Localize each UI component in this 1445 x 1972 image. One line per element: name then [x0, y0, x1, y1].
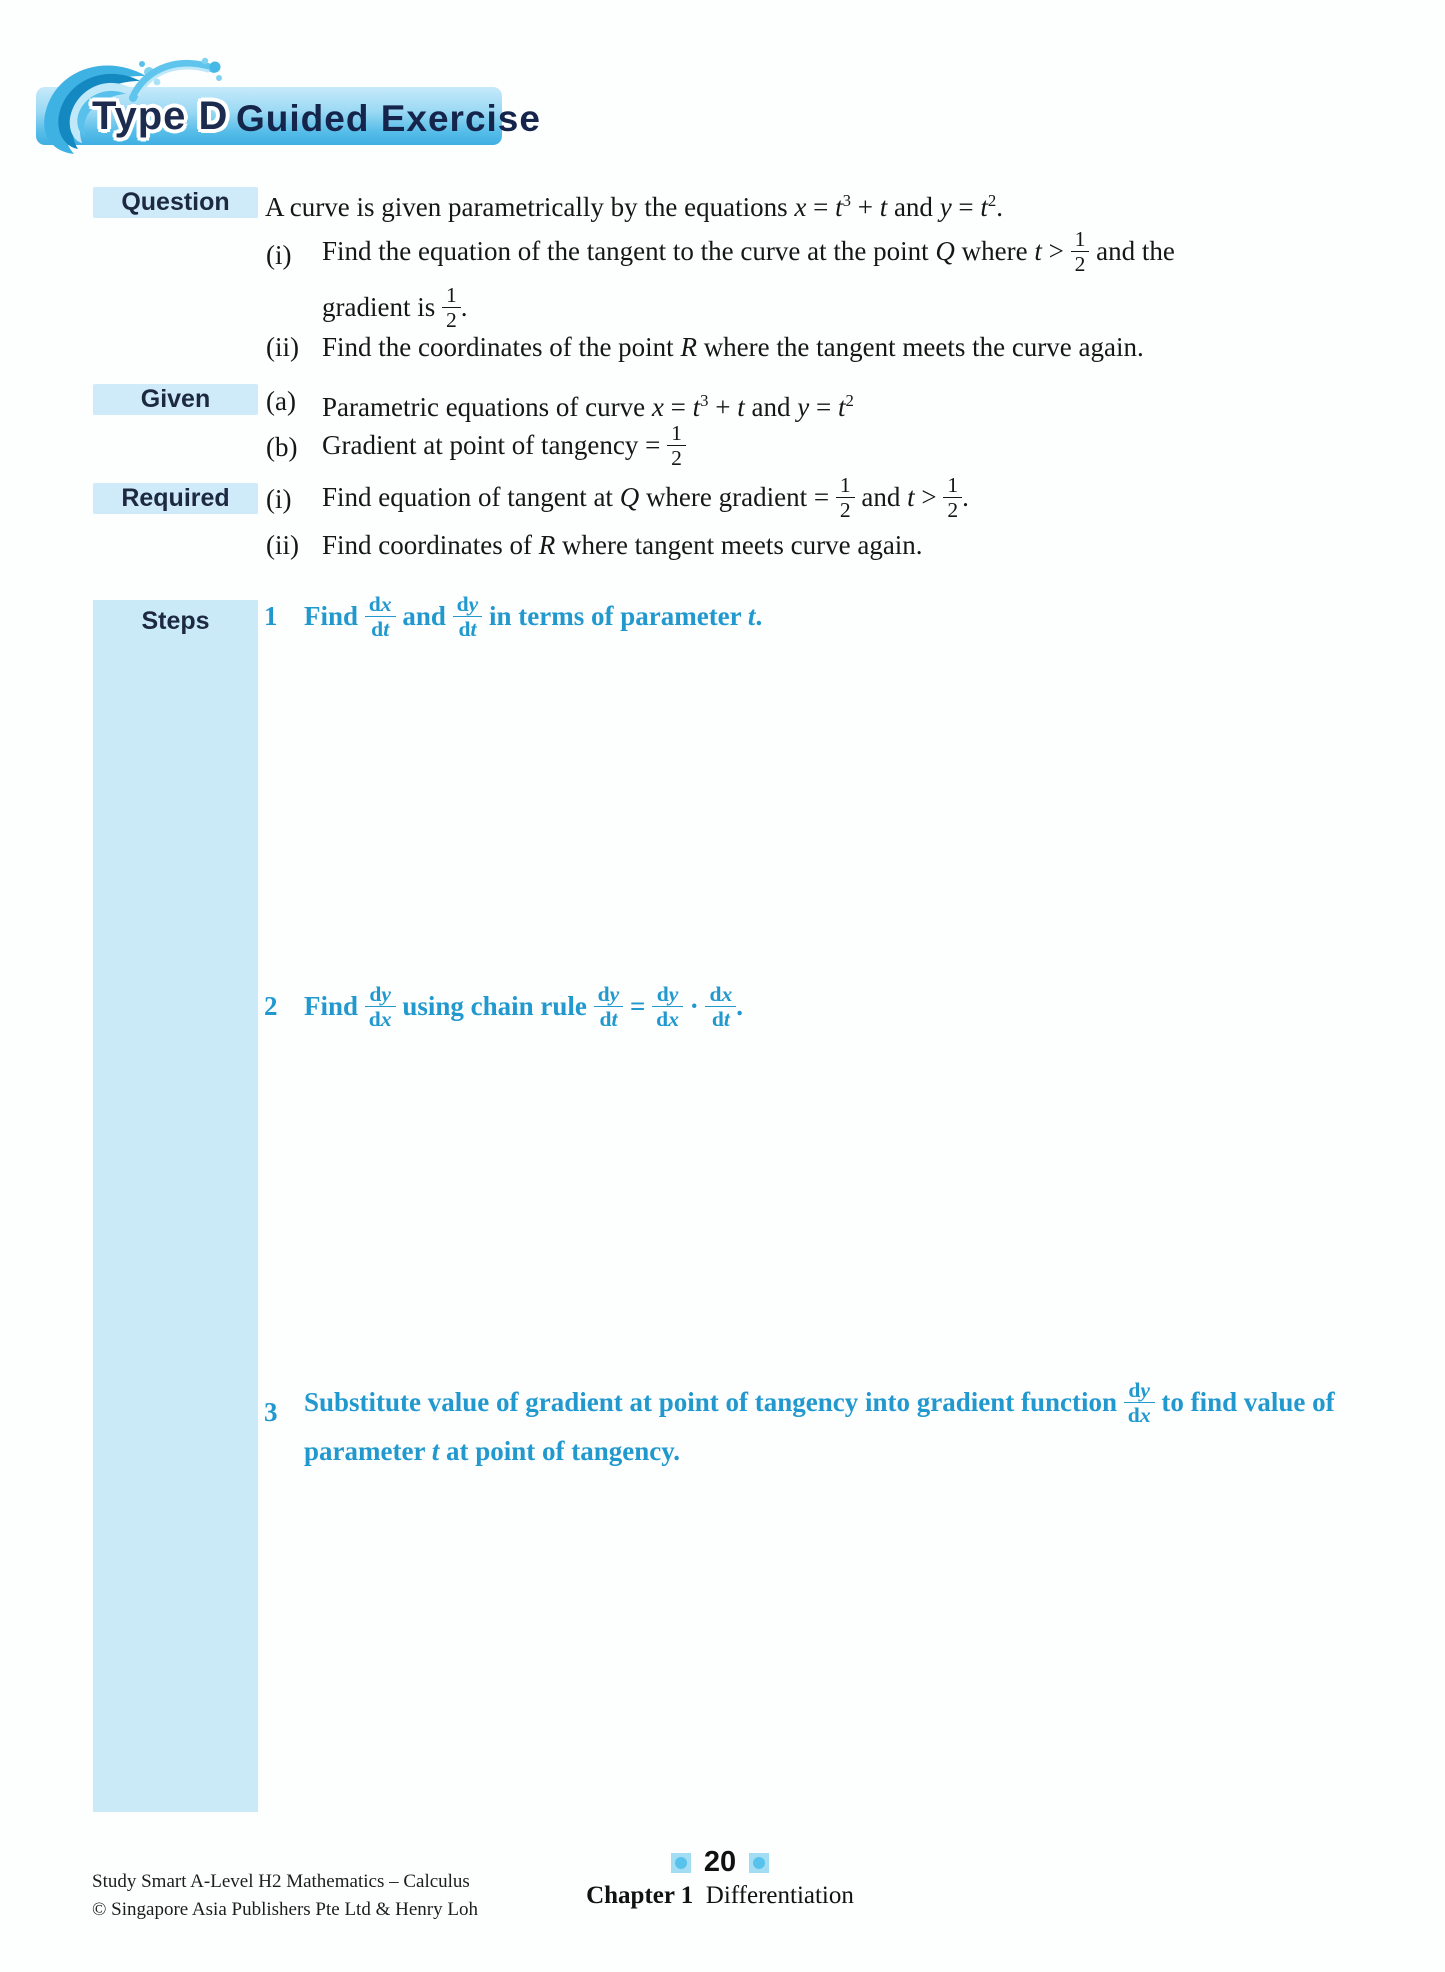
required-label: Required: [93, 483, 258, 514]
required-item-ii-line: Find coordinates of R where tangent meets curve again.: [322, 530, 923, 560]
page-title: Guided Exercise: [236, 98, 541, 139]
step-2: [264, 972, 743, 1040]
question-item-i-line1: Find the equation of the tangent to the curve at the point Q where t > $\frac{1}{2}$ and the: [322, 227, 1175, 277]
required-item-i-number: (i): [266, 484, 292, 514]
question-item-i-number: (i): [266, 240, 292, 270]
page-marker-icon: [749, 1853, 769, 1873]
step-3-text: Substitute value of gradient at point of tangency into gradient function $\frac{dy}{dx}$ to find value of parameter t at point of tangency.: [304, 1378, 1335, 1467]
footer-imprint: [92, 1868, 478, 1924]
step-2-number: 2: [264, 991, 278, 1021]
step-1-number: 1: [264, 601, 278, 631]
type-label: Type D: [92, 94, 229, 138]
given-item-a-number: (a): [266, 386, 296, 416]
given-item-a-line: Parametric equations of curve $x = t^3 + t$ and $y = t^2$: [322, 391, 854, 422]
step-3-number: 3: [264, 1397, 278, 1427]
question-item-i-line2: gradient is $\frac{1}{2}$ .: [322, 283, 468, 333]
step-2-text: Find $\frac{dy}{dx}$ using chain rule $\frac{dy}{dt}$ = $\frac{dy}{dx}$ · $\frac{dx}{dt}$ .: [304, 982, 744, 1032]
step-3: [264, 1380, 1359, 1473]
question-item-ii-number: (ii): [266, 332, 299, 362]
page-number: 20: [703, 1846, 737, 1878]
copyright-line: © Singapore Asia Publishers Pte Ltd & Henry Loh: [92, 1899, 478, 1920]
steps-panel: [93, 600, 258, 1812]
required-item-i-line: Find equation of tangent at Q where gradient = $\frac{1}{2}$ and t > $\frac{1}{2}$ .: [322, 473, 969, 523]
given-item-b-line: Gradient at point of tangency = $\frac{1}{2}$: [322, 416, 686, 474]
given-label: Given: [93, 384, 258, 415]
chapter-title: Differentiation: [705, 1882, 854, 1909]
steps-label: Steps: [141, 607, 210, 635]
given-item-b-number: (b): [266, 432, 298, 462]
question-intro: A curve is given parametrically by the equations $x = t^3 + t$ and $y = t^2$.: [265, 191, 1004, 222]
question-item-ii-line: Find the coordinates of the point R where the tangent meets the curve again.: [322, 332, 1144, 362]
chapter-label: Chapter 1: [586, 1882, 700, 1909]
step-1: [264, 582, 762, 650]
footer-center: [535, 1846, 905, 1910]
question-label: Question: [93, 187, 258, 218]
page-number-row: [535, 1846, 905, 1879]
required-item-ii-number: (ii): [266, 530, 299, 560]
chapter-row: [535, 1882, 905, 1910]
step-1-text: Find $\frac{dx}{dt}$ and $\frac{dy}{dt}$ in terms of parameter t.: [304, 592, 763, 642]
book-title: Study Smart A-Level H2 Mathematics – Calculus: [92, 1871, 470, 1892]
page-marker-icon: [671, 1853, 691, 1873]
